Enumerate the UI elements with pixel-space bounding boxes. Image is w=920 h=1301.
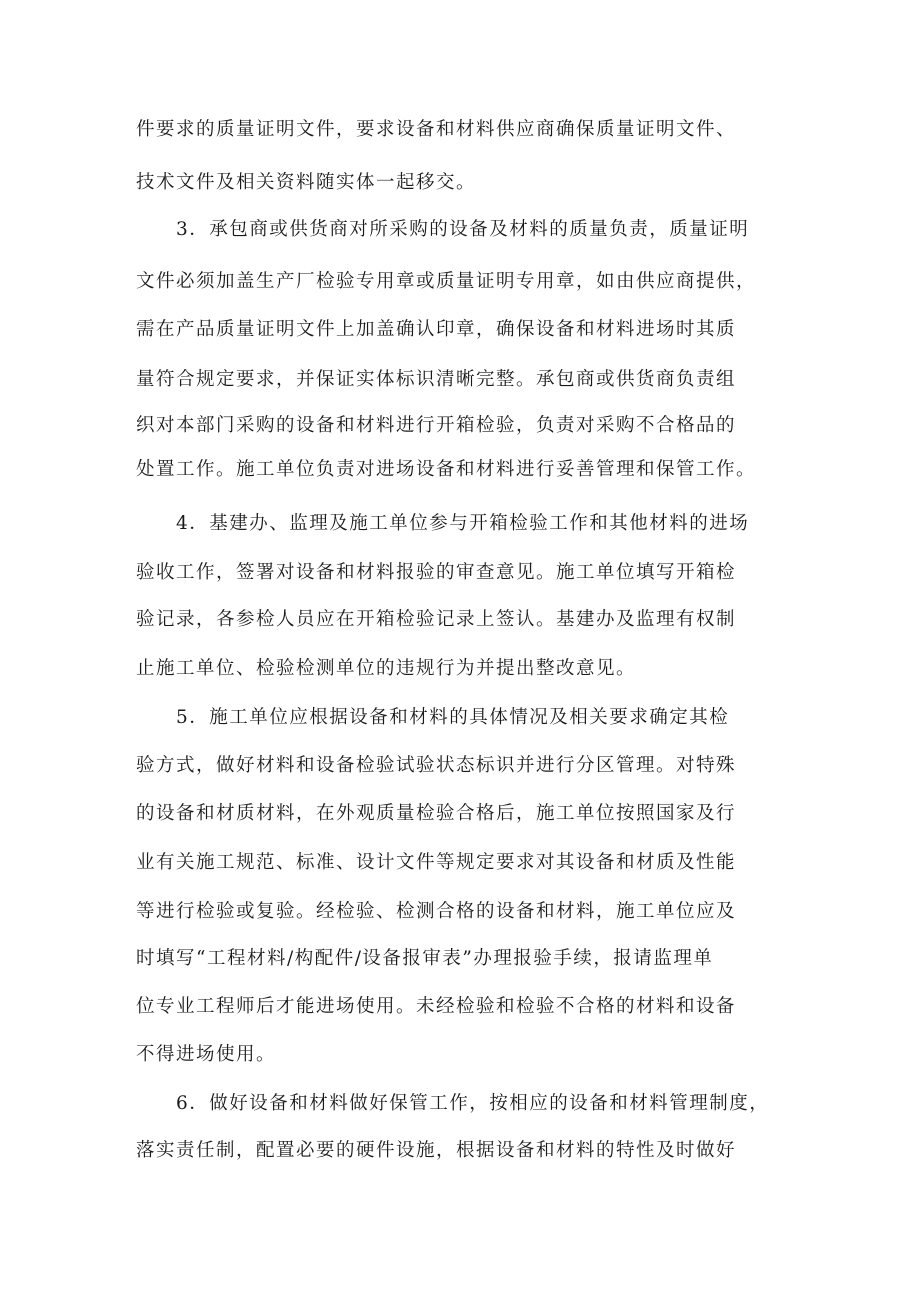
- text-line: 织对本部门采购的设备和材料进行开箱检验，负责对采购不合格品的: [136, 415, 737, 436]
- text-line: 验记录，各参检人员应在开箱检验记录上签认。基建办及监理有权制: [136, 609, 737, 630]
- text-line: 技术文件及相关资料随实体一起移交。: [136, 172, 477, 193]
- text-line: 件要求的质量证明文件，要求设备和材料供应商确保质量证明文件、: [136, 119, 737, 140]
- text-line: 不得进场使用。: [136, 1044, 277, 1065]
- text-line: 位专业工程师后才能进场使用。未经检验和检验不合格的材料和设备: [136, 996, 737, 1017]
- text-line: 的设备和材质材料，在外观质量检验合格后，施工单位按照国家及行: [136, 803, 737, 824]
- paragraph-4-start: 4．基建办、监理及施工单位参与开箱检验工作和其他材料的进场: [176, 513, 750, 534]
- text-line: 止施工单位、检验检测单位的违规行为并提出整改意见。: [136, 658, 637, 679]
- text-line: 处置工作。施工单位负责对进场设备和材料进行妥善管理和保管工作。: [136, 459, 757, 480]
- text-line: 验方式，做好材料和设备检验试验状态标识并进行分区管理。对特殊: [136, 755, 737, 776]
- paragraph-3-start: 3．承包商或供货商对所采购的设备及材料的质量负责，质量证明: [176, 219, 750, 240]
- text-line: 需在产品质量证明文件上加盖确认印章，确保设备和材料进场时其质: [136, 319, 737, 340]
- text-line: 量符合规定要求，并保证实体标识清晰完整。承包商或供货商负责组: [136, 369, 737, 390]
- paragraph-6-start: 6．做好设备和材料做好保管工作，按相应的设备和材料管理制度，: [176, 1093, 770, 1114]
- text-line: 业有关施工规范、标准、设计文件等规定要求对其设备和材质及性能: [136, 852, 737, 873]
- text-line: 落实责任制，配置必要的硬件设施，根据设备和材料的特性及时做好: [136, 1140, 737, 1161]
- paragraph-5-start: 5．施工单位应根据设备和材料的具体情况及相关要求确定其检: [176, 707, 730, 728]
- text-line: 时填写“工程材料/构配件/设备报审表”办理报验手续，报请监理单: [136, 948, 714, 969]
- text-line: 等进行检验或复验。经检验、检测合格的设备和材料，施工单位应及: [136, 901, 737, 922]
- text-line: 验收工作，签署对设备和材料报验的审查意见。施工单位填写开箱检: [136, 562, 737, 583]
- text-line: 文件必须加盖生产厂检验专用章或质量证明专用章，如由供应商提供，: [136, 271, 757, 292]
